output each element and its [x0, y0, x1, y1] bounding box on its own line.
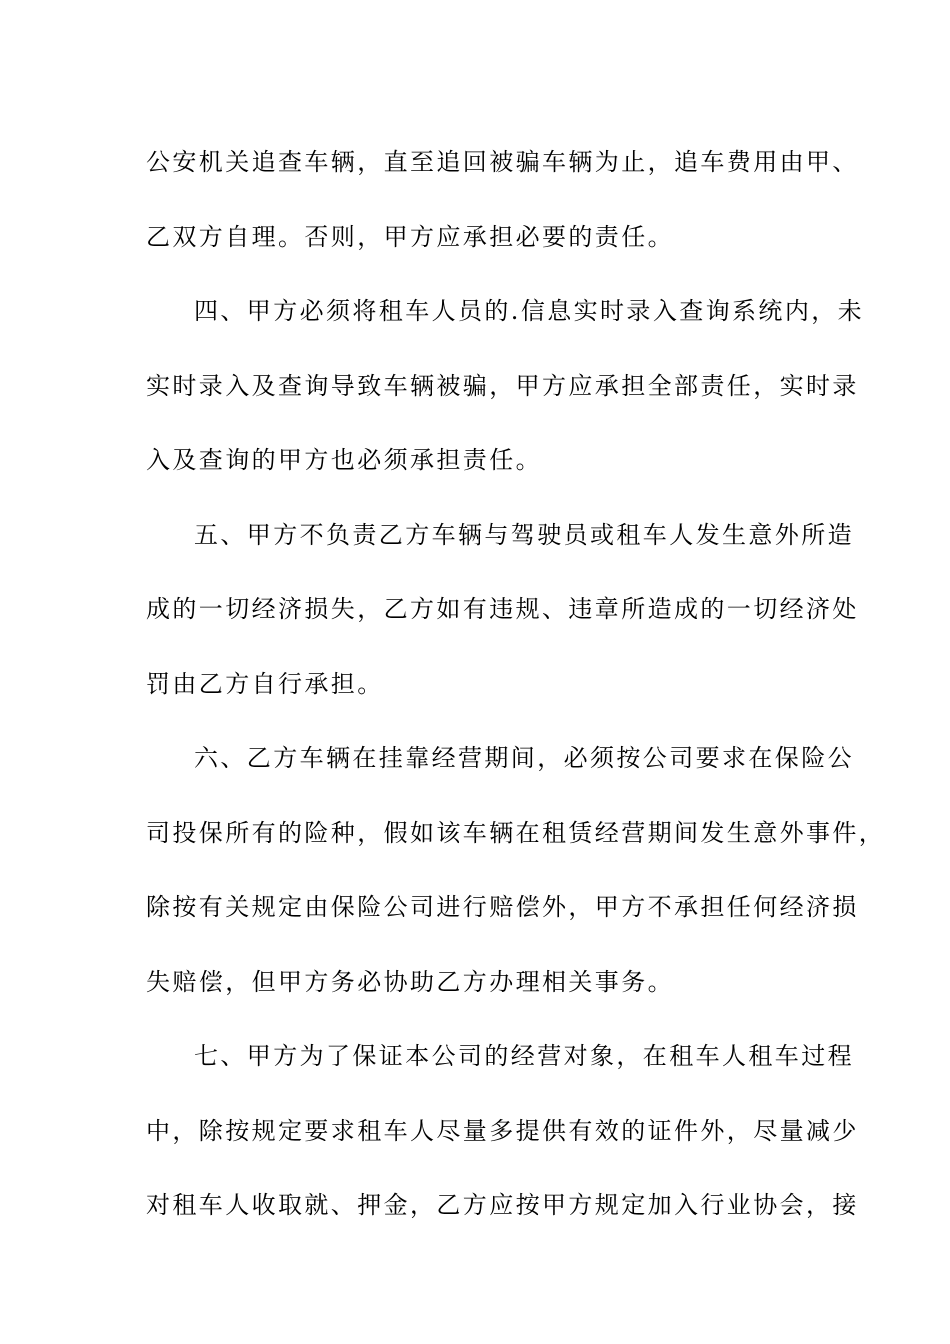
text-line: 除按有关规定由保险公司进行赔偿外，甲方不承担任何经济损	[146, 893, 859, 921]
document-body	[146, 125, 886, 1243]
text-line: 成的一切经济损失，乙方如有违规、违章所造成的一切经济处	[146, 595, 859, 623]
text-line: 失赔偿，但甲方务必协助乙方办理相关事务。	[146, 967, 674, 996]
text-line: 司投保所有的险种，假如该车辆在租赁经营期间发生意外事件，	[146, 818, 886, 847]
text-line: 七、甲方为了保证本公司的经营对象，在租车人租车过程	[194, 1042, 854, 1070]
text-line: 五、甲方不负责乙方车辆与驾驶员或租车人发生意外所造	[194, 520, 854, 549]
text-line: 公安机关追查车辆，直至追回被骗车辆为止，追车费用由甲、	[146, 148, 859, 176]
text-line: 实时录入及查询导致车辆被骗，甲方应承担全部责任，实时录	[146, 371, 859, 400]
text-line: 四、甲方必须将租车人员的.信息实时录入查询系统内，未	[194, 297, 865, 325]
text-line: 对租车人收取就、押金，乙方应按甲方规定加入行业协会，接	[146, 1191, 859, 1219]
text-line: 罚由乙方自行承担。	[146, 669, 384, 698]
text-line: 六、乙方车辆在挂靠经营期间，必须按公司要求在保险公	[194, 744, 854, 772]
text-line: 中，除按规定要求租车人尽量多提供有效的证件外，尽量减少	[146, 1116, 859, 1145]
text-line: 乙双方自理。否则，甲方应承担必要的责任。	[146, 222, 674, 251]
text-line: 入及查询的甲方也必须承担责任。	[146, 446, 542, 474]
